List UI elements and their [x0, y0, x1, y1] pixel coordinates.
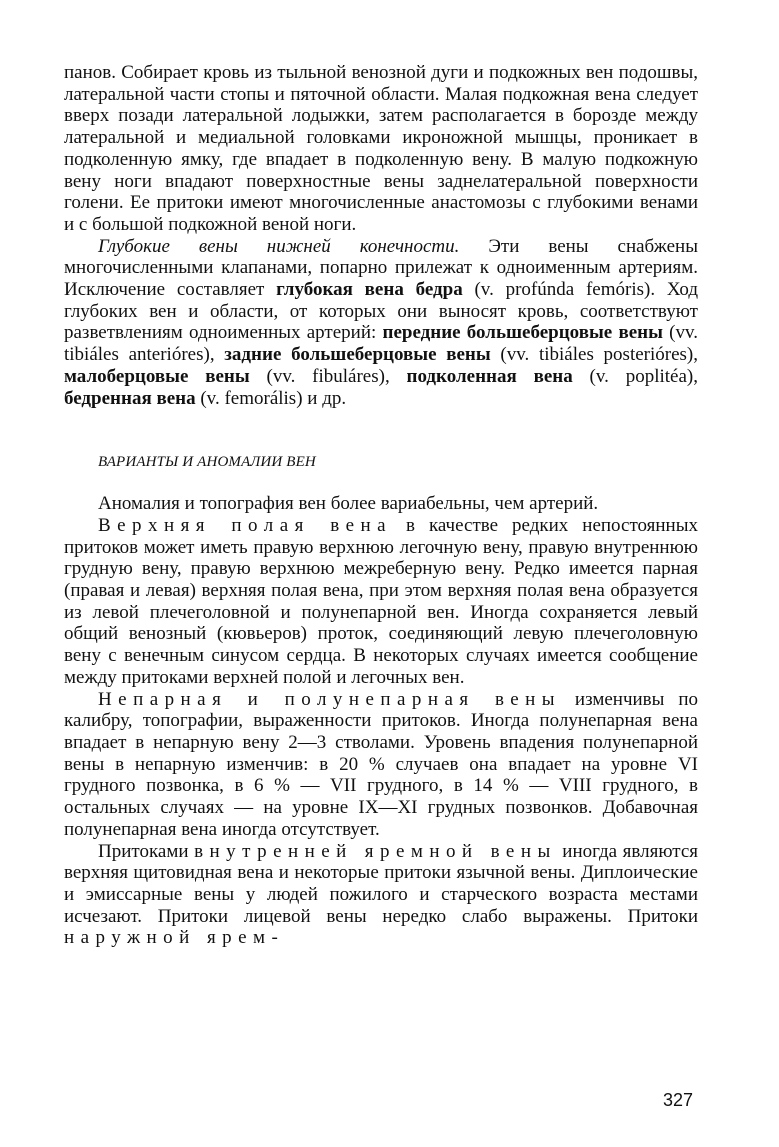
paragraph-small-saphenous-vein: панов. Собирает кровь из тыльной венозной дуги и подкожных вен подошвы, латеральной части стопы и пяточной области. Малая подкожная вена следует вверх позади латеральной лодыжки, затем располагается в борозде между латеральной и медиальной головками икроножной мышцы, проникает в подколенную ямку, где впадает в подколенную вену. В малую подкожную вену ноги впадают поверхностные вены заднелатеральной поверхности голени. Ее притоки имеют многочисленные анастомозы с глубокими венами и с большой подкожной веной ноги.: [64, 62, 698, 235]
term-deep-femoral-vein: глубокая вена бедра: [276, 279, 463, 301]
text-run: (vv. tibiáles anterióres),: [64, 322, 699, 366]
spaced-term: наружной ярем-: [64, 927, 285, 949]
text-run: иногда являются верхняя щитовидная вена и некоторые притоки язычной вены. Диплоические и эмиссарные вены у людей пожилого и старческого возраста местами исчезают. Притоки лицевой вены нередко слабо выражены. Притоки: [64, 840, 698, 927]
paragraph-jugular-vein: [64, 841, 698, 950]
term-popliteal-vein: подколенная вена: [406, 365, 573, 387]
paragraph-superior-vena-cava: [64, 515, 698, 689]
paragraph-deep-veins: [64, 236, 698, 410]
body-text: [64, 62, 698, 949]
section-heading: ВАРИАНТЫ И АНОМАЛИИ ВЕН: [98, 454, 316, 471]
text-run: (v. femorális) и др.: [195, 387, 347, 409]
spaced-term: Непарная и полунепарная вены: [98, 688, 562, 710]
text-run: Притоками: [98, 840, 195, 862]
paragraph-anomalies-intro: Аномалия и топография вен более вариабельны, чем артерий.: [98, 493, 599, 515]
text-run: (vv. fibuláres),: [249, 365, 407, 387]
text-run: изменчивы по калибру, топографии, выраженности притоков. Иногда полунепарная вена впадает в непарную вену 2—3 стволами. Уровень впадения полунепарной вены в непарную изменчив: в 20 % случаев она впадает на уровне VI грудного позвонка, в 6 % — VII грудного, в 14 % — VIII грудного, в остальных случаях — на уровне IX—XI грудных позвонков. Добавочная полунепарная вена иногда отсутствует.: [64, 688, 698, 840]
spaced-term: Верхняя полая вена: [98, 514, 392, 536]
text-run: в качестве редких непостоянных притоков может иметь правую верхнюю легочную вену, правую внутреннюю грудную вену, правую верхнюю межреберную вену. Редко имеется парная (правая и левая) верхняя полая вена, при этом верхняя полая вена образуется из левой плечеголовной и полунепарной вен. Иногда сохраняется левый общий венозный (кювьеров) проток, соединяющий левую плечеголовную вену с венечным синусом сердца. В некоторых случаях имеется сообщение между притоками верхней полой и легочных вен.: [64, 514, 698, 688]
term-femoral-vein: бедренная вена: [64, 387, 196, 409]
paragraph-azygos-veins: [64, 689, 698, 841]
text-run: (v. poplitéa),: [572, 365, 698, 387]
term-anterior-tibial-veins: передние большеберцовые вены: [382, 322, 663, 344]
text-run: Эти вены снабжены многочисленными клапанами, попарно прилежат к одноименным артериям. Исключение составляет: [64, 235, 698, 301]
text-run: (vv. tibiáles posterióres),: [490, 344, 699, 366]
term-fibular-veins: малоберцовые вены: [64, 365, 250, 387]
page-number: 327: [662, 1090, 693, 1110]
italic-subheading: Глубокие вены нижней конечности.: [98, 235, 460, 257]
text-run: (v. profúnda femóris). Ход глубоких вен и области, от которых они выносят кровь, соответствуют разветвлениям одноименных артерий:: [64, 279, 698, 344]
term-posterior-tibial-veins: задние большеберцовые вены: [224, 344, 491, 366]
spaced-term: внутренней яремной вены: [194, 840, 557, 862]
